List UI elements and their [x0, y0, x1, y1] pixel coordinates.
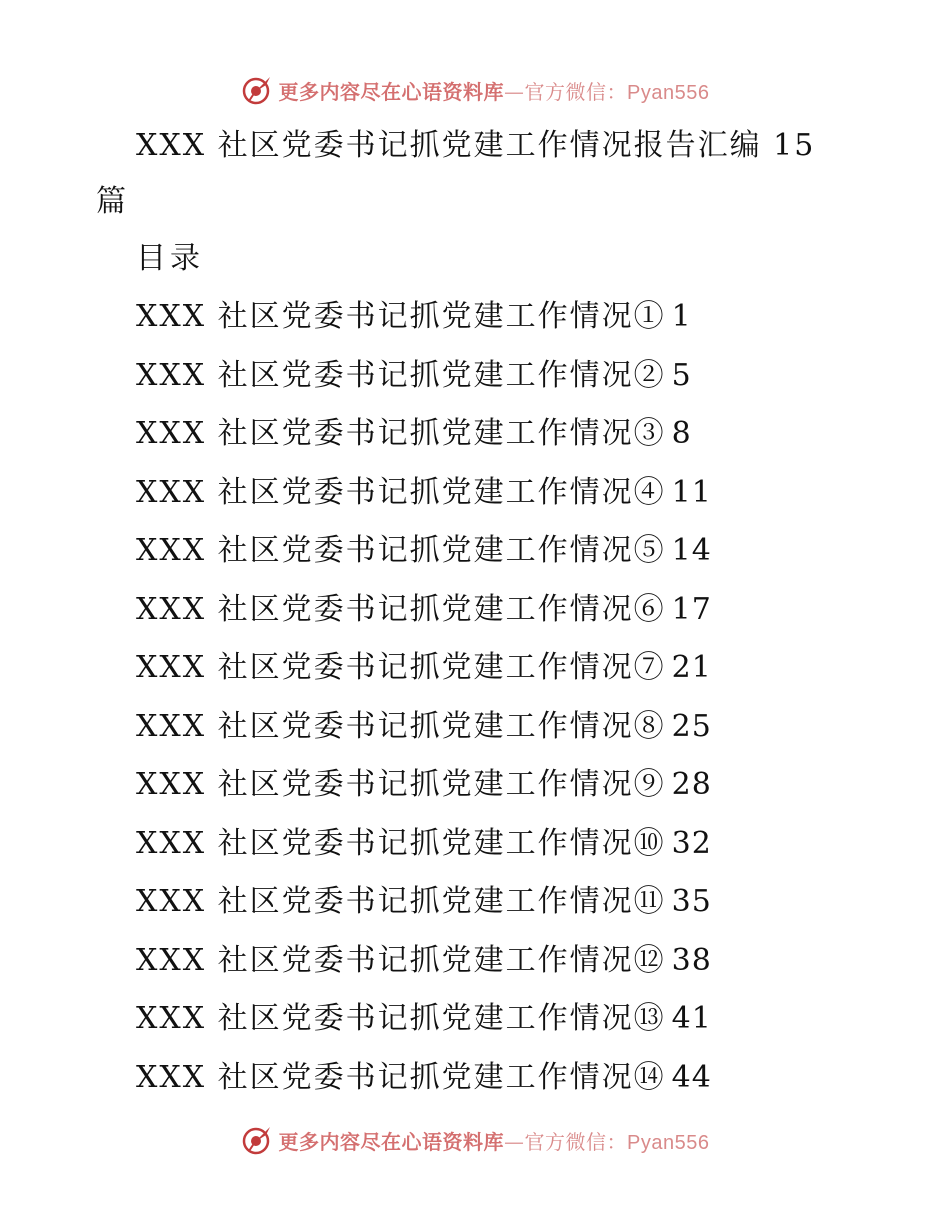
- toc-item[interactable]: [96, 990, 856, 1049]
- toc-item-label: XXX 社区党委书记抓党建工作情况⑭: [136, 1059, 666, 1095]
- footer-watermark: [0, 1120, 950, 1160]
- toc-item-page-number: 5: [671, 357, 692, 393]
- toc-item-label: XXX 社区党委书记抓党建工作情况⑪: [136, 884, 666, 919]
- toc-item-page-number: 21: [671, 650, 712, 685]
- watermark-site-name: 更多内容尽在心语资料库: [278, 1129, 505, 1154]
- toc-item[interactable]: [96, 815, 856, 874]
- toc-item-page-number: 8: [671, 416, 692, 451]
- document-title: XXX 社区党委书记抓党建工作情况报告汇编 15 篇: [96, 128, 816, 219]
- toc-item[interactable]: [96, 698, 856, 757]
- toc-item-page-number: 28: [671, 767, 712, 802]
- watermark-separator: —: [504, 1129, 525, 1154]
- toc-heading: 目录: [136, 241, 204, 276]
- quill-logo-icon: [241, 74, 273, 106]
- toc-item-label: XXX 社区党委书记抓党建工作情况①: [136, 299, 666, 334]
- toc-item-page-number: 35: [671, 884, 712, 919]
- toc-item-label: XXX 社区党委书记抓党建工作情况⑨: [136, 767, 666, 802]
- toc-item-page-number: 44: [671, 1059, 712, 1095]
- watermark-text: [279, 1126, 710, 1155]
- toc-item-label: XXX 社区党委书记抓党建工作情况②: [136, 357, 666, 393]
- toc-item[interactable]: [96, 639, 856, 698]
- toc-item-label: XXX 社区党委书记抓党建工作情况⑫: [136, 942, 666, 978]
- toc-item-label: XXX 社区党委书记抓党建工作情况④: [136, 474, 666, 510]
- toc-item[interactable]: [96, 932, 856, 991]
- toc-item-page-number: 1: [671, 299, 692, 334]
- toc-item-label: XXX 社区党委书记抓党建工作情况⑧: [136, 708, 666, 744]
- toc-item[interactable]: [96, 756, 856, 815]
- toc-item-label: XXX 社区党委书记抓党建工作情况⑦: [136, 650, 666, 685]
- toc-item-label: XXX 社区党委书记抓党建工作情况⑤: [136, 533, 666, 568]
- watermark-text: [279, 76, 710, 105]
- watermark-wechat-handle: Pyan556: [627, 81, 710, 104]
- toc-item[interactable]: [96, 1049, 856, 1108]
- toc-item[interactable]: [96, 522, 856, 581]
- watermark-wechat-label: 官方微信：: [524, 1129, 628, 1154]
- toc-item-page-number: 25: [671, 708, 712, 744]
- toc-item-page-number: 11: [671, 474, 712, 510]
- watermark-separator: —: [504, 79, 525, 104]
- toc-item-label: XXX 社区党委书记抓党建工作情况⑩: [136, 825, 666, 861]
- toc-item-page-number: 14: [671, 533, 712, 568]
- toc-item-label: XXX 社区党委书记抓党建工作情况③: [136, 416, 666, 451]
- watermark-wechat-label: 官方微信：: [524, 79, 628, 104]
- toc-item[interactable]: [96, 581, 856, 640]
- toc-item-label: XXX 社区党委书记抓党建工作情况⑥: [136, 591, 666, 627]
- toc-item[interactable]: [96, 405, 856, 464]
- toc-item-page-number: 32: [671, 825, 712, 861]
- toc-item[interactable]: [96, 347, 856, 406]
- watermark-site-name: 更多内容尽在心语资料库: [278, 79, 505, 104]
- toc-item-page-number: 38: [671, 942, 712, 978]
- toc-item-page-number: 41: [671, 1001, 712, 1036]
- toc-item[interactable]: [96, 288, 856, 347]
- toc-item[interactable]: [96, 464, 856, 523]
- table-of-contents: [96, 288, 856, 1107]
- toc-item-label: XXX 社区党委书记抓党建工作情况⑬: [136, 1001, 666, 1036]
- toc-item[interactable]: [96, 873, 856, 932]
- document-body: [96, 118, 856, 1107]
- watermark-wechat-handle: Pyan556: [627, 1131, 710, 1154]
- header-watermark: [0, 70, 950, 110]
- quill-logo-icon: [241, 1124, 273, 1156]
- toc-item-page-number: 17: [671, 591, 712, 627]
